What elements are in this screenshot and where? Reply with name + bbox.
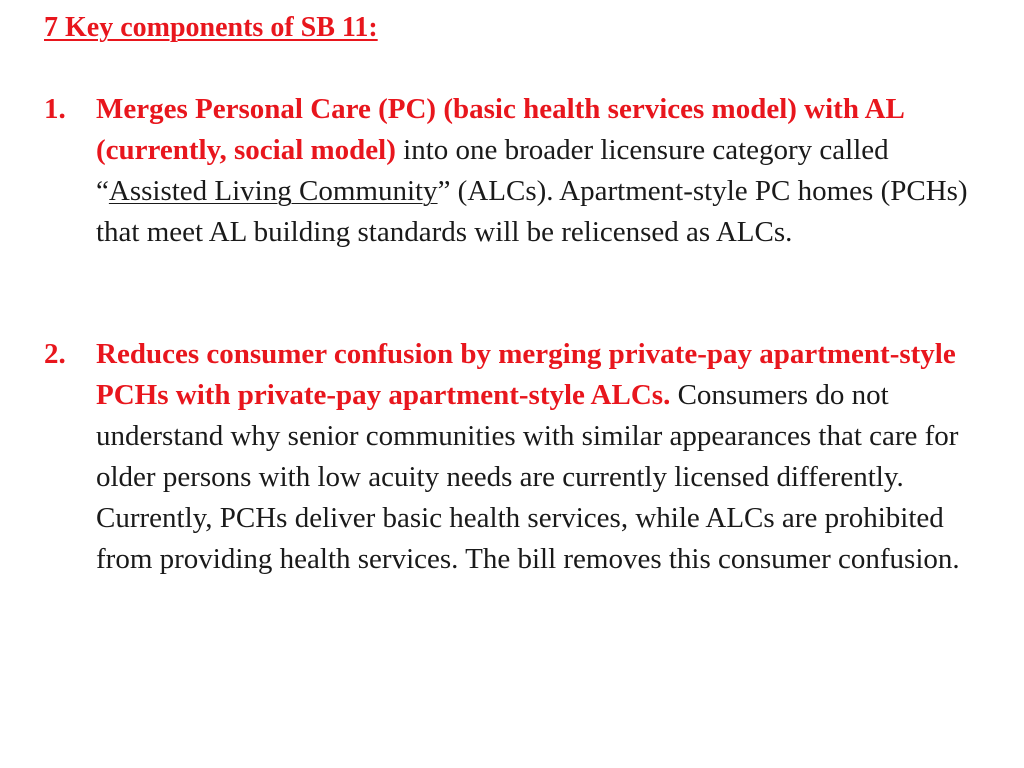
item-highlight: Merges Personal Care (PC) (basic health services model) with AL (currently, social model) [96,93,904,166]
list-item-body [96,334,984,580]
assisted-living-community-term: Assisted Living Community [108,175,438,207]
slide-heading: 7 Key components of SB 11: [44,12,378,43]
list-item-1 [44,89,984,253]
list-item-body [96,89,984,253]
item-highlight: Reduces consumer confusion by merging private-pay apartment-style PCHs with private-pay apartment-style ALCs. [96,338,956,411]
item-text: Consumers do not understand why senior communities with similar appearances that care for older persons with low acuity needs are currently licensed differently. Currently, PCHs deliver basic health services, while ALCs are prohibited from providing health services. The bill removes this consumer confusion. [96,379,960,575]
item-text-continued: ” (ALCs). Apartment-style PC homes (PCHs) that meet AL building standards will be relicensed as ALCs. [96,175,968,248]
list-item-number: 2. [44,338,66,370]
list-item-2 [44,334,984,580]
list-item-number: 1. [44,93,66,125]
item-text: into one broader licensure category called “ [96,134,889,207]
